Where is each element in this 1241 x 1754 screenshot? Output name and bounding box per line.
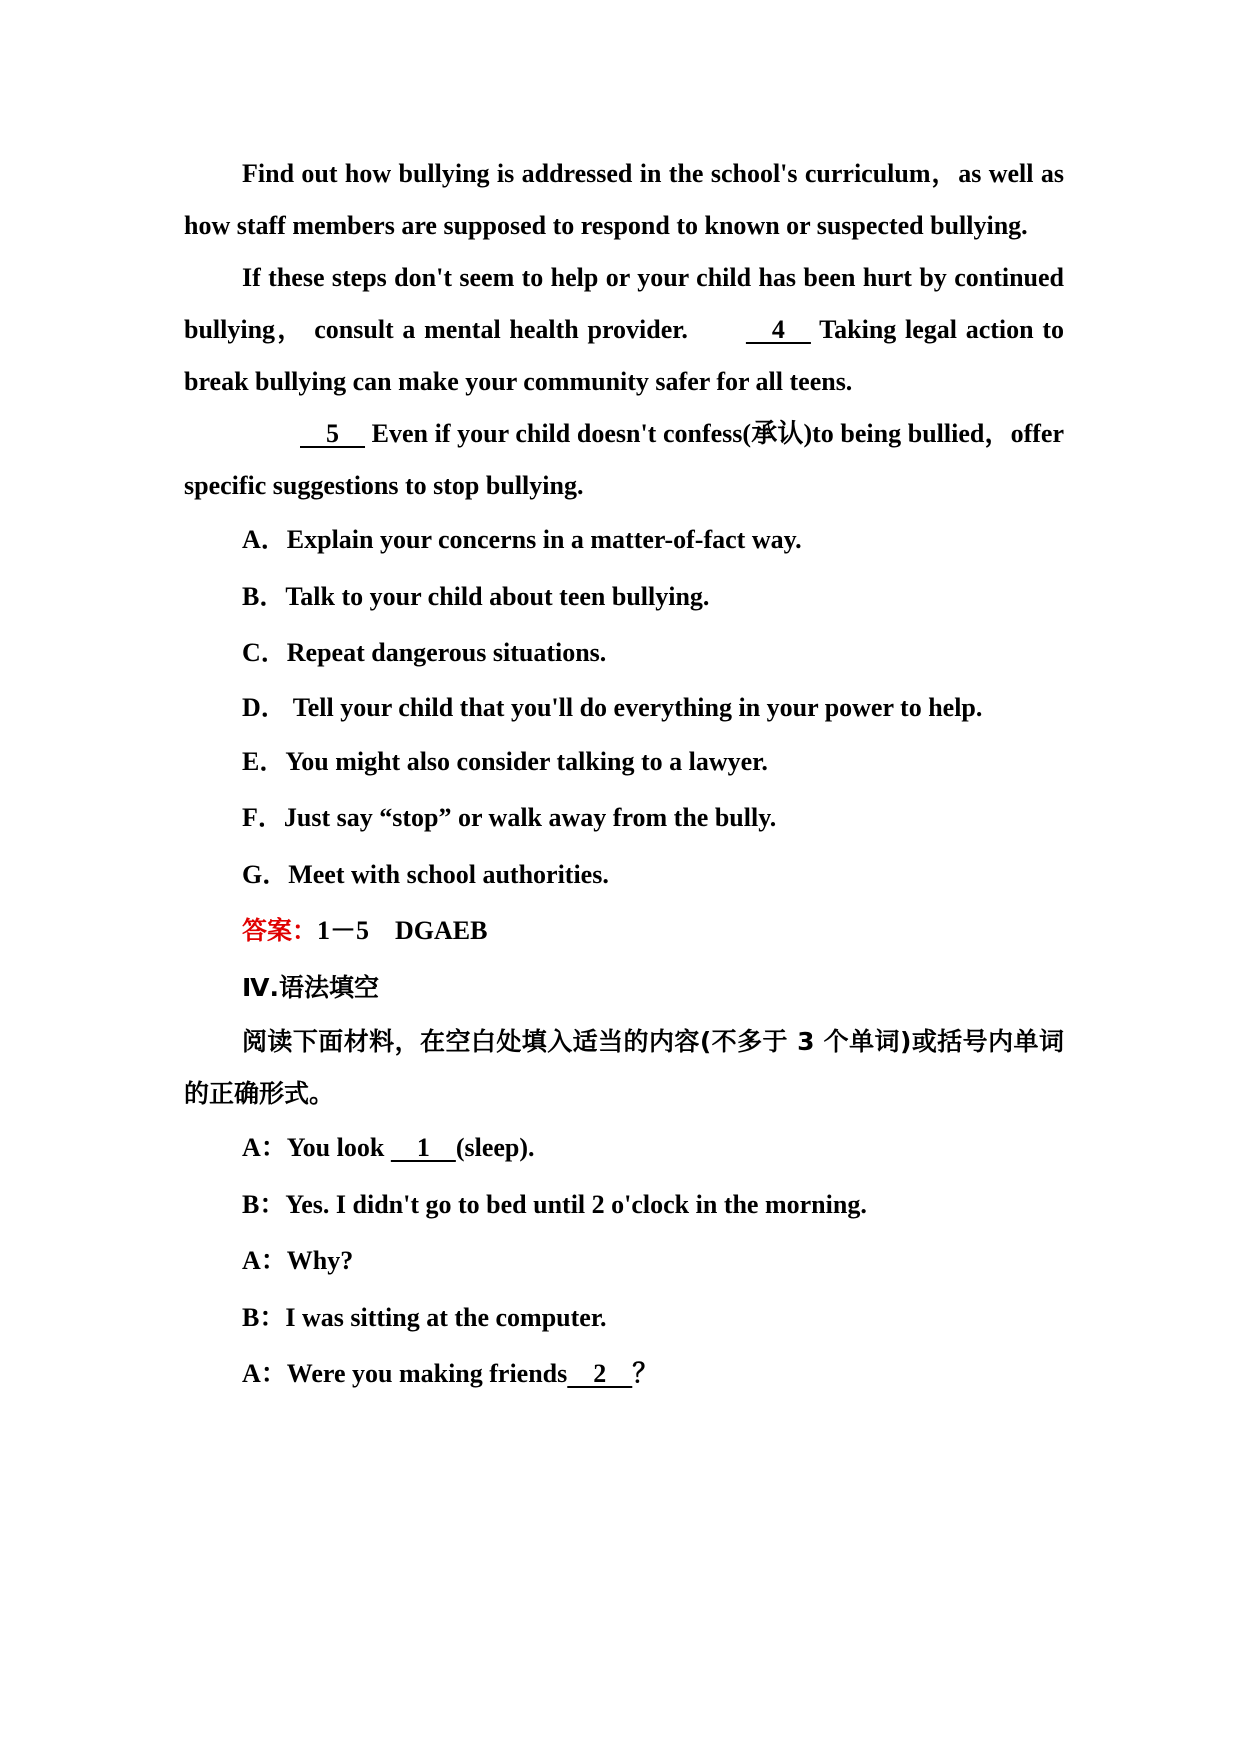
- paragraph-curriculum: Find out how bullying is addressed in the school's curriculum，as well as how staff members are supposed to respond to known or suspected bullying.: [184, 159, 1064, 240]
- dialogue-line-3: A：Why?: [242, 1246, 354, 1275]
- blank-4: 4: [745, 315, 811, 344]
- blank-1: 1: [390, 1133, 456, 1162]
- section-heading: Ⅳ.语法填空: [242, 972, 379, 1002]
- blank-2: 2: [567, 1359, 633, 1388]
- paragraph-suggestions: [184, 408, 1064, 512]
- dialogue-line-4: B：I was sitting at the computer.: [242, 1302, 607, 1332]
- dialogue-line-1-text: A：You look: [242, 1133, 391, 1162]
- option-d: D． Tell your child that you'll do everything in your power to help.: [242, 692, 983, 722]
- paragraph-mental-health: [184, 252, 1064, 408]
- option-e: E．You might also consider talking to a lawyer.: [242, 746, 768, 776]
- document-page: [184, 148, 1064, 1403]
- dialogue-line-5: [184, 1346, 1064, 1403]
- option-f: F．Just say “stop” or walk away from the bully.: [242, 803, 777, 832]
- dialogue-line-5-text: A：Were you making friends: [242, 1359, 568, 1388]
- option-c: C．Repeat dangerous situations.: [242, 638, 607, 667]
- answer-label: 答案：: [242, 916, 318, 945]
- option-g: G．Meet with school authorities.: [242, 859, 609, 889]
- dialogue-line-1: [184, 1120, 1064, 1177]
- answer-value: 1－5 DGAEB: [317, 916, 488, 945]
- answer-line: [184, 903, 1064, 960]
- paragraph-suggestions-text: Even if your child doesn't confess(承认)to being bullied，offer specific suggestions to stop bullying.: [184, 419, 1064, 500]
- dialogue-line-5-end: ？: [632, 1359, 659, 1388]
- option-a: A．Explain your concerns in a matter-of-fact way.: [242, 525, 802, 554]
- dialogue-line-2: B：Yes. I didn't go to bed until 2 o'clock in the morning.: [242, 1189, 867, 1219]
- dialogue-line-1-end: (sleep).: [455, 1133, 535, 1162]
- section-instruction: 阅读下面材料，在空白处填入适当的内容(不多于 3 个单词)或括号内单词的正确形式。: [184, 1027, 1064, 1108]
- blank-5: 5: [300, 419, 366, 448]
- paragraph-legal-text: Taking legal action to break bullying can make your community safer for all teens.: [184, 315, 1064, 396]
- paragraph-mental-health-text: If these steps don't seem to help or your child has been hurt by continued bullying， consult a mental health provider.: [184, 263, 1064, 344]
- option-b: B．Talk to your child about teen bullying.: [242, 581, 710, 611]
